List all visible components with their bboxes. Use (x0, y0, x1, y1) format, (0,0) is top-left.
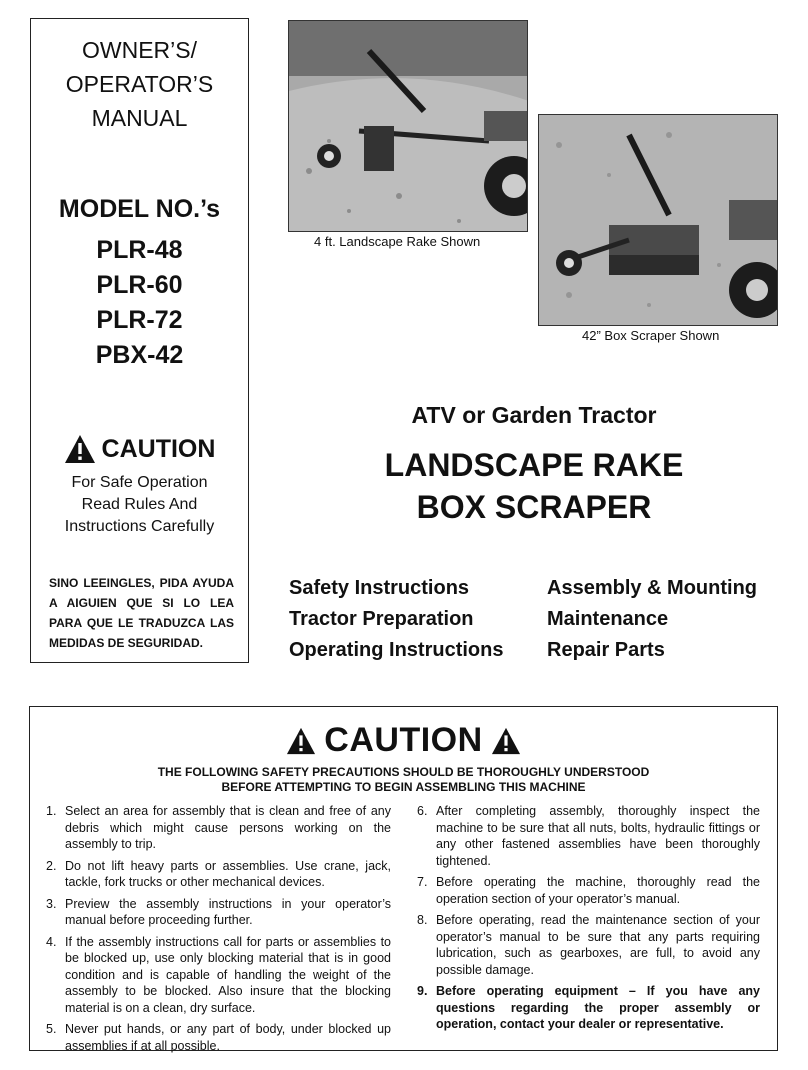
caution-text: CAUTION (101, 434, 216, 463)
box-scraper-photo (538, 114, 778, 326)
model-heading: MODEL NO.’s (58, 195, 221, 223)
model-number: PLR-72 (96, 306, 183, 334)
rake-photo-caption: 4 ft. Landscape Rake Shown (314, 234, 481, 249)
caution-banner (30, 721, 777, 760)
precaution-heading-line: THE FOLLOWING SAFETY PRECAUTIONS SHOULD BE THOROUGHLY UNDERSTOOD (157, 765, 650, 779)
precaution-item (46, 934, 391, 1017)
model-number: PLR-48 (96, 236, 183, 264)
manual-title-line: MANUAL (91, 105, 188, 131)
item-number: 1. (46, 804, 57, 818)
precaution-heading-line: BEFORE ATTEMPTING TO BEGIN ASSEMBLING THIS MACHINE (221, 780, 586, 794)
caution-banner-text: CAUTION (324, 721, 483, 759)
landscape-rake-photo (288, 20, 528, 232)
item-number: 3. (46, 896, 57, 911)
precautions-column-left (46, 803, 391, 1059)
product-title (260, 444, 808, 528)
product-title-line: BOX SCRAPER (416, 489, 652, 525)
item-text: Select an area for assembly that is clean and free of any debris which might cause persons working on the assembly to trip. (65, 804, 391, 851)
item-text: Before operating equipment – If you have any questions regarding the proper assembly or operation, contact your dealer or representative. (436, 984, 760, 1031)
section-tractor-preparation: Tractor Preparation (289, 608, 474, 630)
model-list (31, 233, 248, 373)
item-number: 4. (46, 934, 57, 949)
model-number: PLR-60 (96, 271, 183, 299)
model-info-box (30, 18, 249, 663)
item-text: After completing assembly, thoroughly inspect the machine to be sure that all nuts, bolts, hydraulic fittings or any other fastened assemblies have been thoroughly tightened. (436, 804, 760, 868)
caution-line: Read Rules And (81, 496, 198, 513)
manual-title-line: OWNER’S/ (82, 37, 197, 63)
precautions-column-right (417, 803, 760, 1038)
manual-sections-list (289, 577, 789, 662)
item-text: Before operating the machine, thoroughly read the operation section of your operator’s manual. (436, 875, 760, 906)
section-operating-instructions: Operating Instructions (289, 639, 504, 661)
product-title-line: LANDSCAPE RAKE (384, 447, 684, 483)
precaution-item (46, 803, 391, 853)
spanish-safety-notice: SINO LEEINGLES, PIDA AYUDA A AIGUIEN QUE SI LO LEA PARA QUE LE TRADUZCA LAS MEDIDAS DE SEGURIDAD. (49, 576, 234, 650)
item-number: 6. (417, 804, 428, 818)
item-number: 9. (417, 984, 428, 998)
warning-triangle-icon (491, 726, 521, 756)
item-text: Do not lift heavy parts or assemblies. Use crane, jack, tackle, fork trucks or other mechanical devices. (65, 858, 391, 889)
caution-line: Instructions Carefully (64, 518, 215, 535)
precaution-item (417, 874, 760, 907)
section-repair-parts: Repair Parts (547, 639, 665, 661)
section-maintenance: Maintenance (547, 608, 669, 630)
manual-title-line: OPERATOR’S (65, 71, 214, 97)
assembly-caution-box (29, 706, 778, 1051)
item-text: Before operating, read the maintenance section of your operator’s manual to be sure that any parts requiring lubrication, such as gearboxes, are full, to avoid any possible damage. (436, 913, 760, 977)
item-text: If the assembly instructions call for parts or assemblies to be blocked up, use only blocking material that is in good condition and is capable of handling the weight of the assembly to be blocked. Also insure that the blocking material is on a clean, dry surface. (65, 934, 391, 1015)
section-safety-instructions: Safety Instructions (289, 577, 470, 599)
item-text: Never put hands, or any part of body, under blocked up assemblies if at all possible. (65, 1022, 391, 1053)
item-number: 8. (417, 913, 428, 927)
precaution-item (46, 858, 391, 891)
precaution-item (417, 803, 760, 869)
precaution-item (46, 1021, 391, 1054)
product-subtitle: ATV or Garden Tractor (411, 402, 657, 428)
caution-line: For Safe Operation (71, 474, 208, 491)
model-number: PBX-42 (95, 341, 184, 369)
warning-triangle-icon (286, 726, 316, 756)
item-number: 5. (46, 1022, 57, 1036)
precaution-item (417, 912, 760, 978)
item-text: Preview the assembly instructions in your operator’s manual before proceeding further. (65, 896, 391, 927)
caution-label (31, 434, 248, 464)
scraper-photo-caption: 42” Box Scraper Shown (582, 328, 720, 343)
item-number: 2. (46, 858, 57, 873)
precaution-item (46, 896, 391, 929)
precaution-item (417, 983, 760, 1033)
precaution-heading (30, 765, 777, 795)
item-number: 7. (417, 875, 428, 889)
warning-triangle-icon (64, 434, 96, 464)
section-assembly-mounting: Assembly & Mounting (547, 577, 758, 599)
manual-title (31, 33, 248, 135)
caution-instructions (31, 472, 248, 538)
